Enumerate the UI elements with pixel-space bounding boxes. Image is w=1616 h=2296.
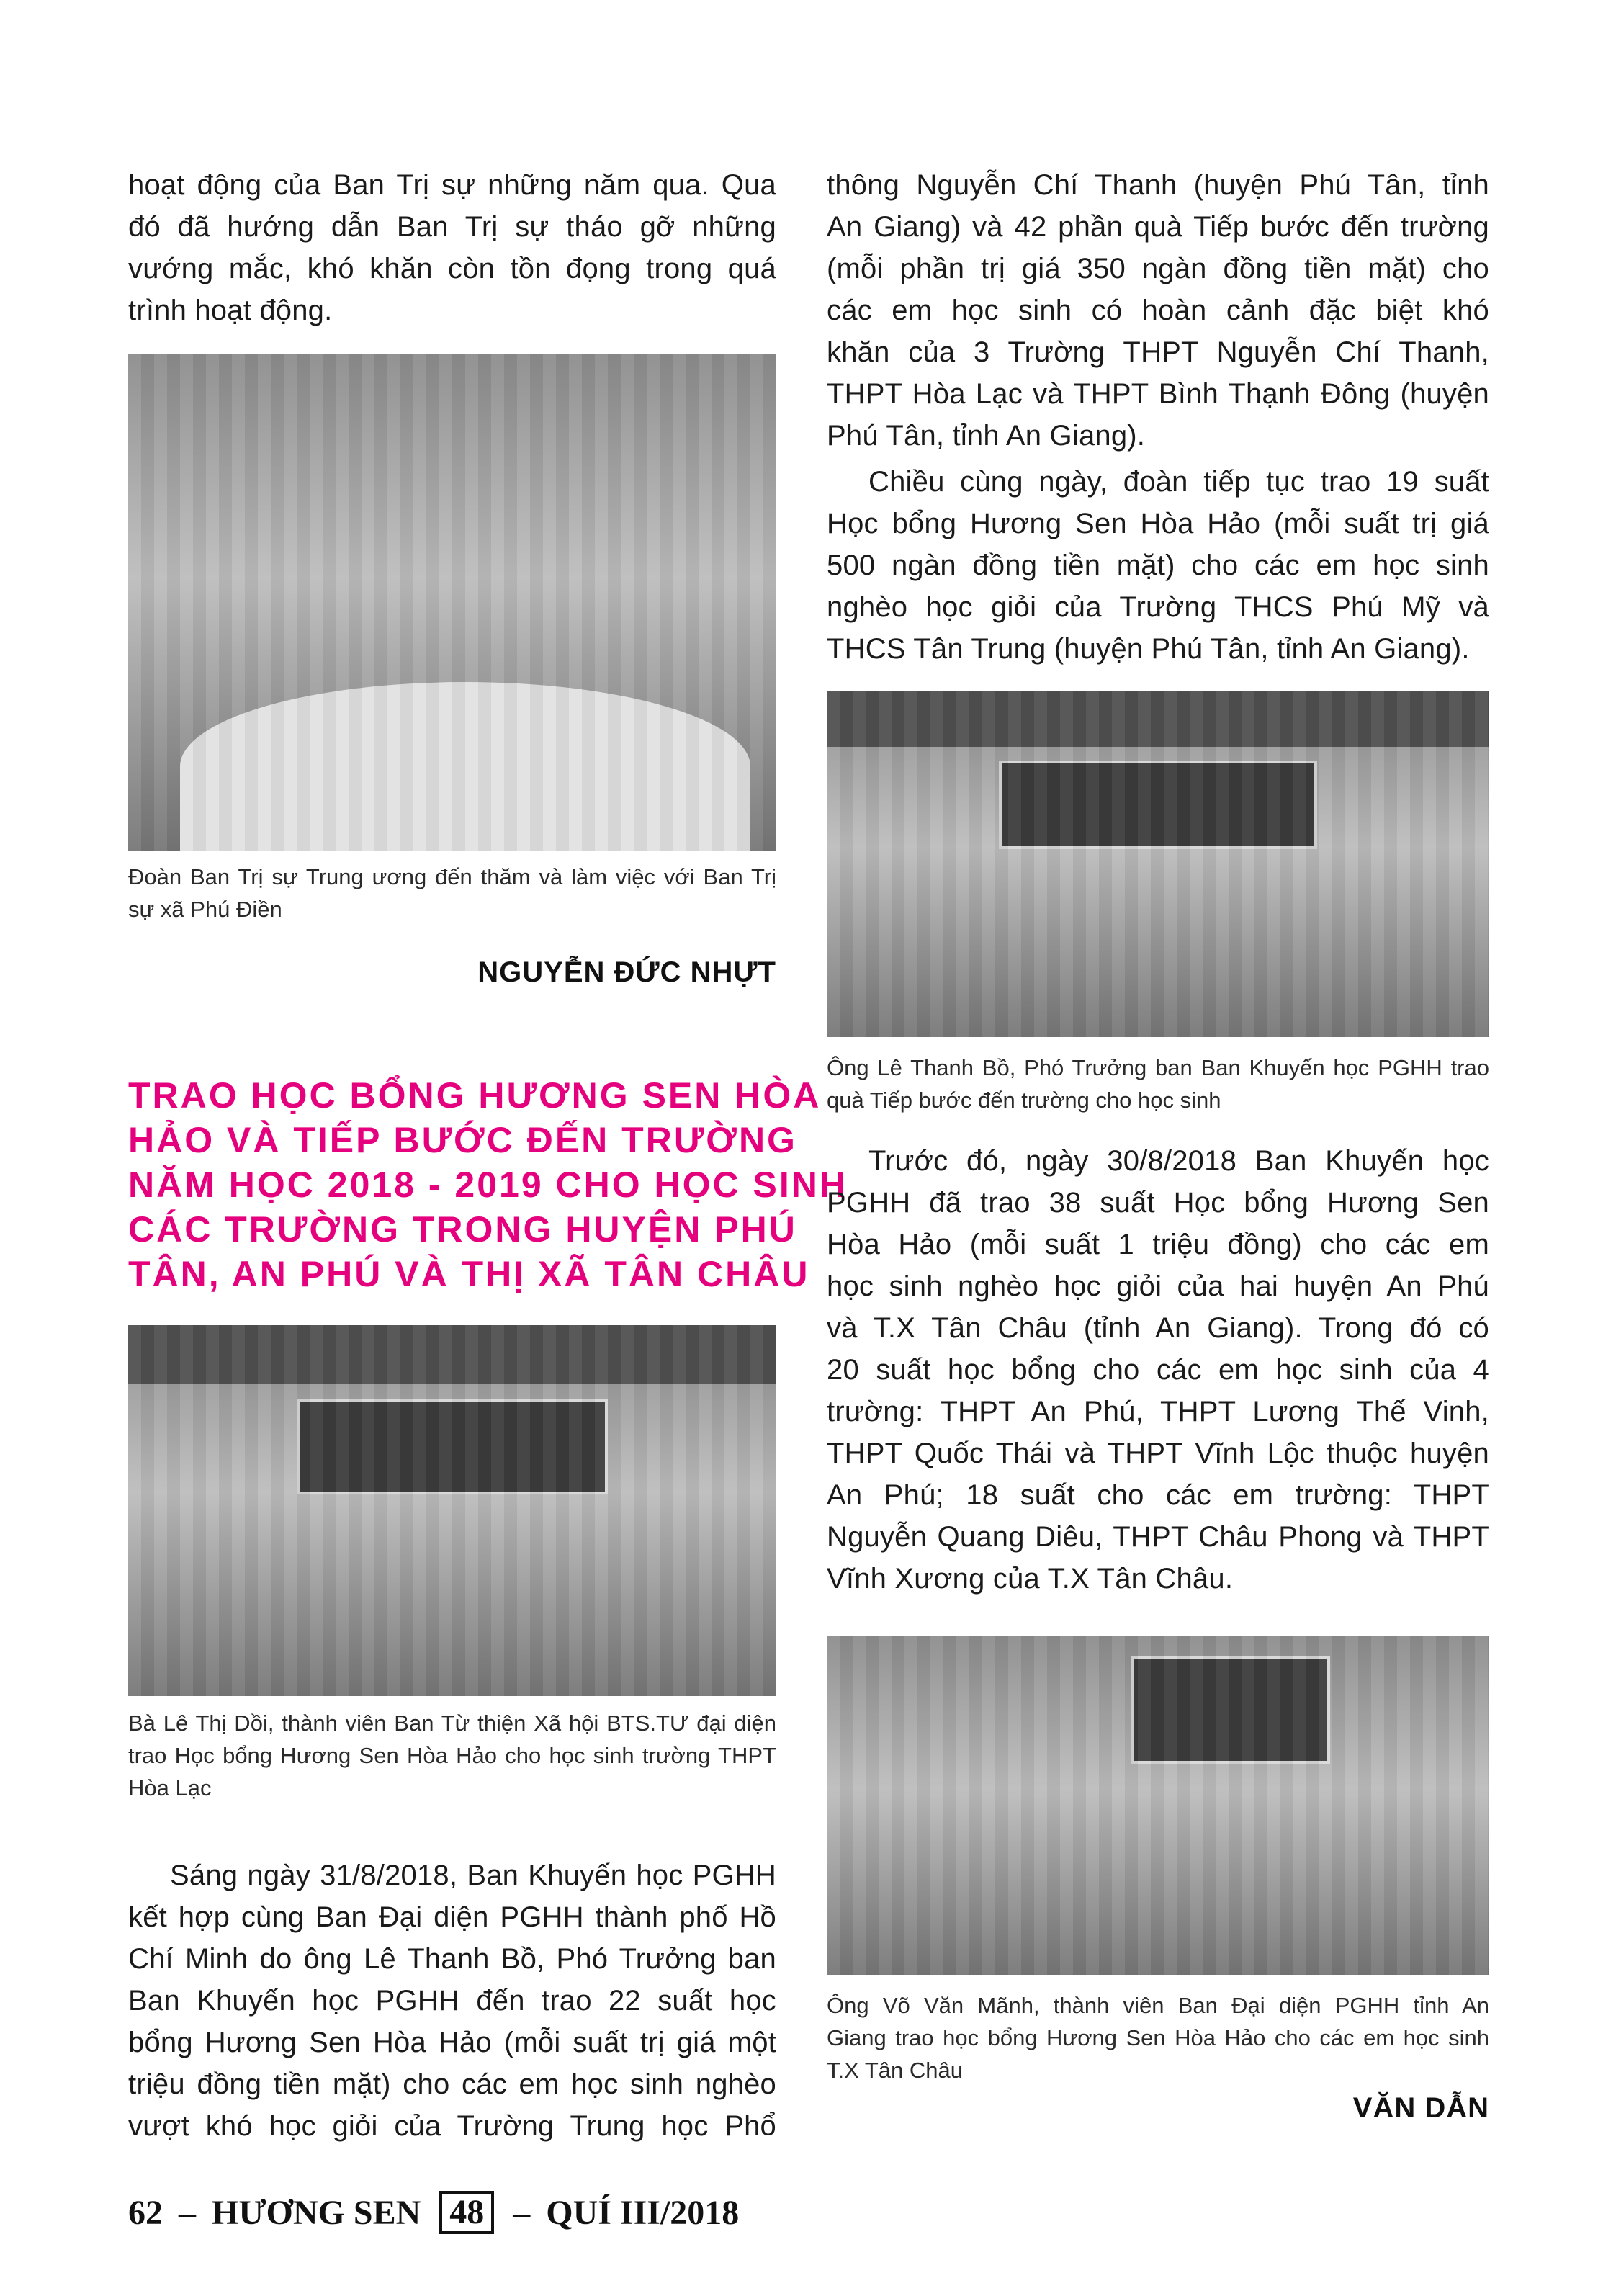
caption-line: sự xã Phú Điền: [128, 897, 282, 922]
text-line: trường: THPT An Phú, THPT Lương Thế Vinh,: [827, 1396, 1489, 1427]
photo-meeting-phu-dien: [128, 354, 776, 851]
text-line: Vĩnh Xương của T.X Tân Châu.: [827, 1563, 1234, 1595]
text-line: hoạt động của Ban Trị sự những năm qua. Qua: [128, 169, 776, 201]
text-line: Ban Khuyến học PGHH đến trao 22 suất học: [128, 1985, 776, 2017]
photo-tan-chau-students: [827, 1636, 1489, 1975]
text-line: Chiều cùng ngày, đoàn tiếp tục trao 19 suất: [868, 466, 1489, 498]
text-line: THPT Quốc Thái và THPT Vĩnh Lộc thuộc huyện: [827, 1438, 1489, 1469]
author-byline: NGUYỄN ĐỨC NHỰT: [477, 956, 776, 988]
text-line: triệu đồng tiền mặt) cho các em học sinh nghèo: [128, 2068, 776, 2100]
body-paragraph: [128, 1855, 776, 2147]
text-line: vượt khó học giỏi của Trường Trung học Phổ: [128, 2110, 776, 2142]
caption-line: Ông Võ Văn Mãnh, thành viên Ban Đại diện PGHH tỉnh An: [827, 1993, 1489, 2018]
magazine-name: HƯƠNG SEN: [212, 2193, 421, 2232]
text-line: An Giang) và 42 phần quà Tiếp bước đến trường: [827, 211, 1489, 243]
text-line: THPT Hòa Lạc và THPT Bình Thạnh Đông (huyện: [827, 378, 1489, 410]
afternoon-paragraph: [827, 461, 1489, 670]
photo4-caption: [827, 1989, 1489, 2086]
previous-day-paragraph: [827, 1140, 1489, 1600]
text-line: Trước đó, ngày 30/8/2018 Ban Khuyến học: [868, 1145, 1489, 1177]
text-line: vướng mắc, khó khăn còn tồn đọng trong quá: [128, 253, 776, 284]
page-footer: [128, 2189, 739, 2236]
text-line: 500 ngàn đồng tiền mặt) cho các em học sinh: [827, 550, 1489, 581]
photo-banner-shape: [128, 1325, 776, 1384]
photo1-caption: [128, 861, 776, 925]
photo-scholarship-hoa-lac: [128, 1325, 776, 1696]
text-line: (mỗi phần trị giá 350 ngàn đồng tiền mặt) cho: [827, 253, 1489, 284]
text-line: Nguyễn Quang Diêu, THPT Châu Phong và THPT: [827, 1521, 1489, 1553]
title-line: HẢO VÀ TIẾP BƯỚC ĐẾN TRƯỜNG: [128, 1120, 797, 1160]
footer-dash: –: [179, 2193, 196, 2232]
photo3-caption: [827, 1051, 1489, 1116]
text-line: THCS Tân Trung (huyện Phú Tân, tỉnh An Giang).: [827, 633, 1470, 665]
page-number: 62: [128, 2193, 163, 2232]
text-line: bổng Hương Sen Hòa Hảo (mỗi suất trị giá một: [128, 2027, 776, 2058]
title-line: NĂM HỌC 2018 - 2019 CHO HỌC SINH: [128, 1165, 848, 1205]
text-line: thông Nguyễn Chí Thanh (huyện Phú Tân, tỉnh: [827, 169, 1489, 201]
text-line: Hòa Hảo (mỗi suất 1 triệu đồng) cho các em: [827, 1229, 1489, 1260]
caption-line: trao Học bổng Hương Sen Hòa Hảo cho học sinh trường THPT: [128, 1743, 776, 1768]
text-line: học sinh nghèo học giỏi của hai huyện An Phú: [827, 1270, 1489, 1302]
text-line: PGHH đã trao 38 suất Học bổng Hương Sen: [827, 1187, 1489, 1219]
title-line: CÁC TRƯỜNG TRONG HUYỆN PHÚ: [128, 1209, 797, 1250]
issue-quarter: QUÍ III/2018: [546, 2193, 740, 2232]
text-line: nghèo học giỏi của Trường THCS Phú Mỹ và: [827, 591, 1489, 623]
caption-line: Giang trao học bổng Hương Sen Hòa Hảo cho các em học sinh: [827, 2025, 1489, 2050]
caption-line: quà Tiếp bước đến trường cho học sinh: [827, 1088, 1221, 1113]
caption-line: Đoàn Ban Trị sự Trung ương đến thăm và làm việc với Ban Trị: [128, 864, 776, 889]
footer-dash: –: [513, 2193, 531, 2232]
title-line: TRAO HỌC BỔNG HƯƠNG SEN HÒA: [128, 1075, 822, 1116]
photo-board-shape: [1131, 1656, 1330, 1764]
continued-paragraph: [827, 164, 1489, 457]
photo-gift-ceremony: [827, 691, 1489, 1037]
title-line: TÂN, AN PHÚ VÀ THỊ XÃ TÂN CHÂU: [128, 1254, 810, 1294]
caption-line: T.X Tân Châu: [827, 2058, 963, 2083]
text-line: An Phú; 18 suất cho các em trường: THPT: [827, 1479, 1489, 1511]
article-title: [128, 1073, 848, 1296]
text-line: các em học sinh có hoàn cảnh đặc biệt khó: [827, 295, 1489, 326]
photo-board-shape: [999, 761, 1317, 849]
text-line: khăn của 3 Trường THPT Nguyễn Chí Thanh,: [827, 336, 1489, 368]
intro-paragraph: [128, 164, 776, 331]
issue-number-box: 48: [439, 2191, 494, 2234]
photo-table-shape: [180, 682, 750, 851]
caption-line: Ông Lê Thanh Bồ, Phó Trưởng ban Ban Khuyến học PGHH trao: [827, 1055, 1489, 1080]
text-line: Sáng ngày 31/8/2018, Ban Khuyến học PGHH: [170, 1860, 776, 1891]
text-line: trình hoạt động.: [128, 295, 333, 326]
caption-line: Hòa Lạc: [128, 1775, 212, 1801]
photo-banner-shape: [827, 691, 1489, 747]
text-line: Chí Minh do ông Lê Thanh Bồ, Phó Trưởng ban: [128, 1943, 776, 1975]
photo-board-shape: [297, 1399, 608, 1494]
author-byline: VĂN DẪN: [1352, 2092, 1489, 2124]
text-line: kết hợp cùng Ban Đại diện PGHH thành phố Hồ: [128, 1901, 776, 1933]
text-line: đó đã hướng dẫn Ban Trị sự tháo gỡ những: [128, 211, 776, 243]
text-line: và T.X Tân Châu (tỉnh An Giang). Trong đó có: [827, 1312, 1489, 1344]
text-line: Phú Tân, tỉnh An Giang).: [827, 420, 1146, 452]
caption-line: Bà Lê Thị Dồi, thành viên Ban Từ thiện Xã hội BTS.TƯ đại diện: [128, 1710, 776, 1736]
text-line: Học bổng Hương Sen Hòa Hảo (mỗi suất trị giá: [827, 508, 1489, 539]
text-line: 20 suất học bổng cho các em học sinh của 4: [827, 1354, 1489, 1386]
photo2-caption: [128, 1707, 776, 1804]
